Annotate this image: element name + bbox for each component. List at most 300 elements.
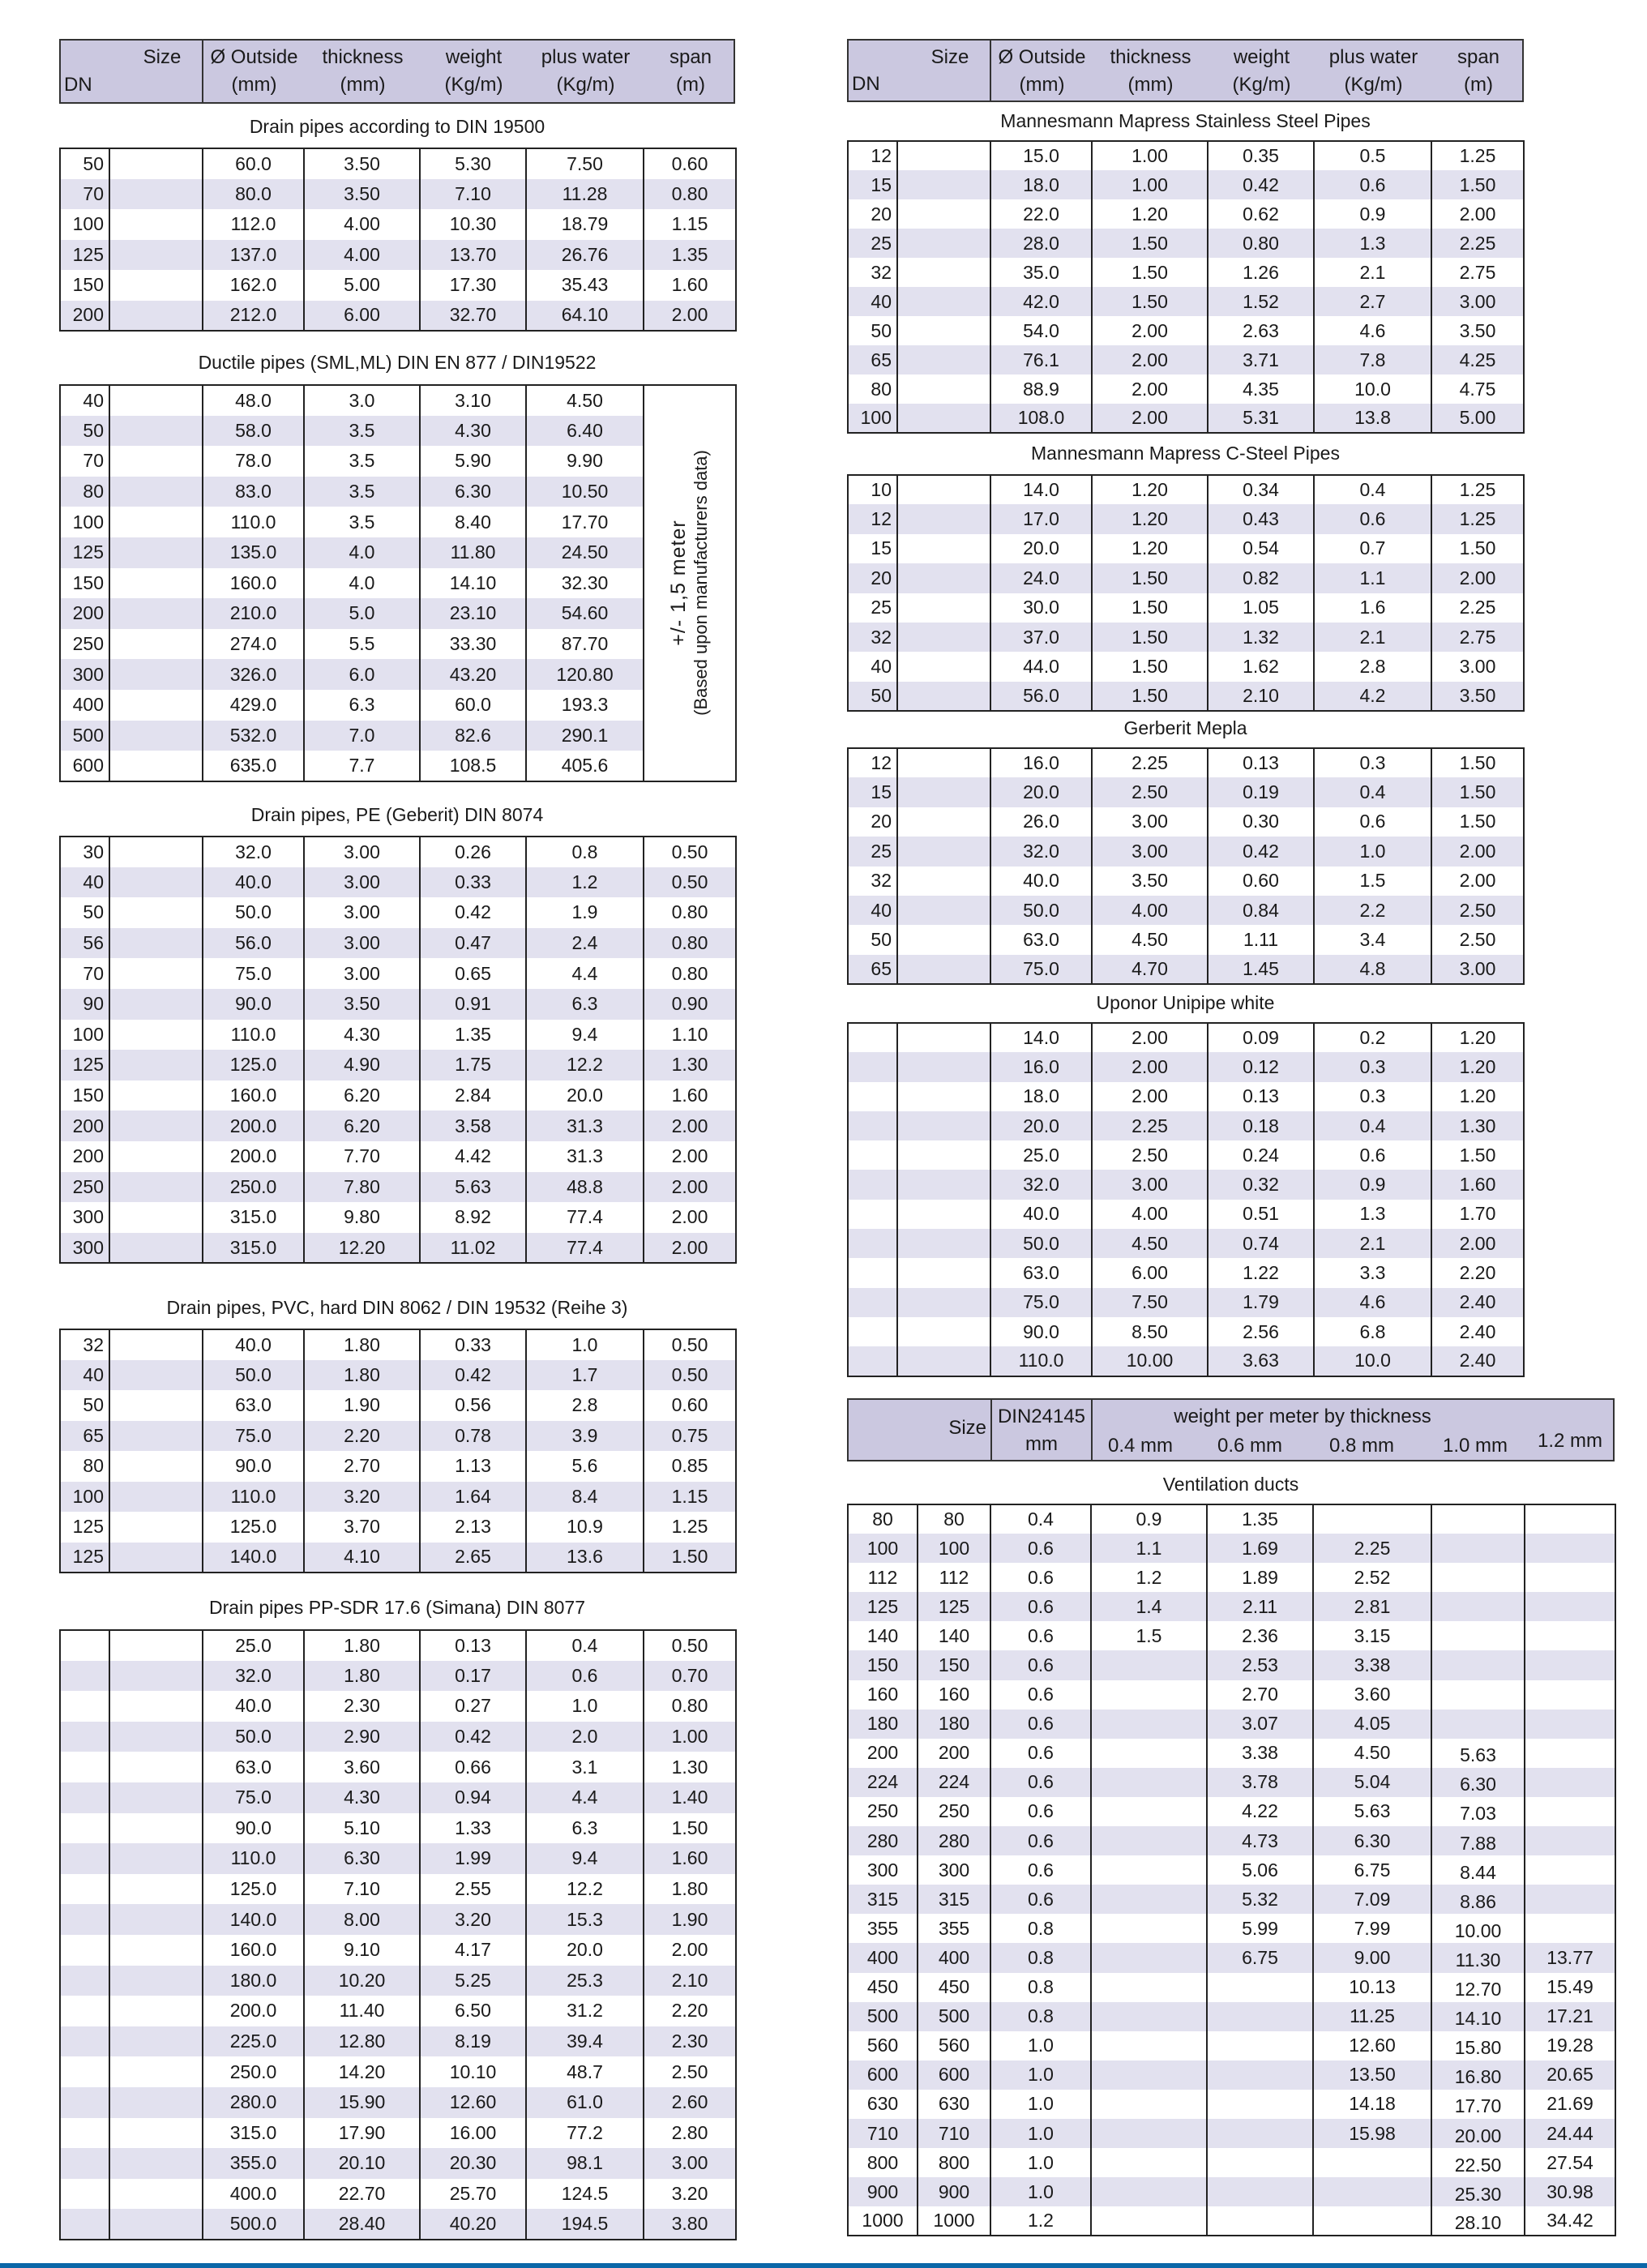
cell-w-1-2 <box>1525 1563 1615 1592</box>
cell-w-1-0 <box>1431 1534 1525 1563</box>
table-row <box>60 1752 736 1782</box>
cell-size: 355 <box>918 1914 990 1943</box>
cell-plus-water: 20.0 <box>526 1935 644 1966</box>
cell-plus-water: 1.0 <box>1314 837 1431 866</box>
cell-din24145: 0.6 <box>990 1592 1091 1621</box>
cell-plus-water: 0.6 <box>1314 1140 1431 1170</box>
cell-w-1-2 <box>1525 1534 1615 1563</box>
cell-size <box>109 209 203 240</box>
table-row <box>848 1346 1524 1376</box>
cell-outside: 16.0 <box>990 1052 1092 1081</box>
header-plus-water: plus water (Kg/m) <box>1328 46 1418 96</box>
cell-weight: 0.34 <box>1208 475 1314 504</box>
cell-outside: 90.0 <box>203 1451 304 1482</box>
cell-plus-water: 17.70 <box>526 507 644 537</box>
cell-w-1-0: 22.50 <box>1431 2148 1525 2177</box>
cell-weight: 6.30 <box>420 477 526 507</box>
cell-thickness: 3.50 <box>304 989 420 1020</box>
cell-size <box>897 1082 990 1111</box>
cell-w-0-8: 6.30 <box>1313 1826 1431 1855</box>
cell-dn: 200 <box>60 1141 109 1172</box>
cell-size <box>109 1360 203 1391</box>
cell-thickness: 3.5 <box>304 477 420 507</box>
cell-size <box>897 1258 990 1287</box>
cell-thickness: 3.00 <box>1092 807 1208 837</box>
cell-w-0-8 <box>1313 2206 1431 2236</box>
cell-dn: 32 <box>848 258 897 287</box>
cell-plus-water: 20.0 <box>526 1081 644 1111</box>
cell-outside: 125.0 <box>203 1512 304 1543</box>
cell-dn: 80 <box>60 1451 109 1482</box>
cell-w-1-2: 20.65 <box>1525 2060 1615 2090</box>
cell-size <box>897 1229 990 1258</box>
cell-size <box>109 1329 203 1360</box>
pipe-table <box>847 747 1525 985</box>
cell-weight: 0.13 <box>1208 1082 1314 1111</box>
cell-plus-water: 0.4 <box>1314 475 1431 504</box>
cell-thickness: 4.70 <box>1092 955 1208 984</box>
cell-outside: 54.0 <box>990 316 1092 345</box>
cell-plus-water: 2.1 <box>1314 258 1431 287</box>
table-row <box>60 209 736 240</box>
table-row <box>848 1592 1615 1621</box>
cell-dn: 12 <box>848 141 897 170</box>
header-outside: Ø Outside (mm) <box>210 46 298 96</box>
cell-w-0-6: 6.75 <box>1207 1943 1313 1972</box>
cell-din24145: 1.0 <box>990 2177 1091 2206</box>
cell-size <box>109 1172 203 1203</box>
cell-w-0-8 <box>1313 2177 1431 2206</box>
cell-plus-water: 61.0 <box>526 2087 644 2118</box>
cell-outside: 110.0 <box>203 1482 304 1513</box>
cell-size: 1000 <box>918 2206 990 2236</box>
cell-plus-water: 24.50 <box>526 537 644 568</box>
cell-size: 150 <box>918 1650 990 1680</box>
span-note-value: +/- 1,5 meter <box>667 520 690 647</box>
table-row <box>60 1172 736 1203</box>
cell-span: 1.15 <box>644 209 736 240</box>
cell-weight: 2.63 <box>1208 316 1314 345</box>
cell-outside: 78.0 <box>203 446 304 477</box>
cell-span: 1.50 <box>1431 1140 1524 1170</box>
cell-size <box>897 652 990 681</box>
cell-span: 1.60 <box>1431 1170 1524 1199</box>
cell-size <box>109 1996 203 2026</box>
cell-dn: 50 <box>848 925 897 954</box>
cell-size <box>897 475 990 504</box>
cell-plus-water: 6.3 <box>526 1813 644 1844</box>
cell-dn <box>848 1317 897 1346</box>
cell-plus-water: 25.3 <box>526 1966 644 1996</box>
table-row <box>848 404 1524 433</box>
cell-weight: 0.17 <box>420 1661 526 1692</box>
cell-weight: 0.65 <box>420 958 526 989</box>
cell-thickness: 1.20 <box>1092 475 1208 504</box>
cell-dn: 80 <box>848 374 897 404</box>
cell-weight: 3.58 <box>420 1110 526 1141</box>
cell-dn <box>60 1935 109 1966</box>
cell-size <box>109 1141 203 1172</box>
cell-dn <box>60 1661 109 1692</box>
cell-outside: 90.0 <box>990 1317 1092 1346</box>
section-title: Drain pipes, PVC, hard DIN 8062 / DIN 19532 (Reihe 3) <box>166 1297 628 1318</box>
table-row <box>60 1110 736 1141</box>
cell-weight: 0.42 <box>420 1360 526 1391</box>
cell-w-0-6: 4.22 <box>1207 1797 1313 1826</box>
cell-weight: 0.12 <box>1208 1052 1314 1081</box>
cell-span: 1.50 <box>1431 534 1524 563</box>
cell-size <box>109 837 203 867</box>
cell-w-1-2: 27.54 <box>1525 2148 1615 2177</box>
cell-w-1-0 <box>1431 1621 1525 1650</box>
cell-weight: 2.56 <box>1208 1317 1314 1346</box>
cell-size <box>897 316 990 345</box>
cell-w-0-4: 1.2 <box>1091 1563 1207 1592</box>
table-row <box>60 2087 736 2118</box>
cell-outside: 280.0 <box>203 2087 304 2118</box>
cell-weight: 4.30 <box>420 416 526 447</box>
cell-span: 2.00 <box>644 1141 736 1172</box>
cell-thickness: 6.00 <box>304 301 420 332</box>
cell-plus-water: 9.4 <box>526 1020 644 1051</box>
cell-dn: 300 <box>60 659 109 690</box>
cell-span: 3.50 <box>1431 682 1524 711</box>
cell-w-0-4 <box>1091 2206 1207 2236</box>
cell-thickness: 1.80 <box>304 1630 420 1661</box>
cell-span: 1.50 <box>1431 807 1524 837</box>
cell-plus-water: 12.2 <box>526 1874 644 1905</box>
cell-w-0-8: 5.04 <box>1313 1768 1431 1797</box>
cell-plus-water: 0.4 <box>1314 777 1431 807</box>
cell-plus-water: 2.0 <box>526 1722 644 1752</box>
cell-weight: 12.60 <box>420 2087 526 2118</box>
cell-size <box>109 1630 203 1661</box>
cell-dn: 50 <box>60 416 109 447</box>
cell-span: 2.00 <box>644 1202 736 1233</box>
cell-w-0-8: 13.50 <box>1313 2060 1431 2090</box>
cell-w-1-2 <box>1525 1797 1615 1826</box>
cell-weight: 5.63 <box>420 1172 526 1203</box>
cell-w-0-6: 2.70 <box>1207 1680 1313 1710</box>
cell-dn: 30 <box>60 837 109 867</box>
cell-thickness: 3.70 <box>304 1512 420 1543</box>
cell-plus-water: 4.2 <box>1314 682 1431 711</box>
cell-w-1-0: 16.80 <box>1431 2060 1525 2090</box>
cell-size <box>897 777 990 807</box>
cell-outside: 225.0 <box>203 2026 304 2057</box>
cell-outside: 60.0 <box>203 148 304 179</box>
cell-dn: 100 <box>848 1534 918 1563</box>
cell-thickness: 2.20 <box>304 1421 420 1452</box>
cell-thickness: 4.50 <box>1092 1229 1208 1258</box>
cell-dn: 150 <box>60 568 109 599</box>
cell-span: 1.30 <box>644 1050 736 1081</box>
cell-outside: 75.0 <box>203 1421 304 1452</box>
cell-w-0-6: 1.89 <box>1207 1563 1313 1592</box>
cell-weight: 8.40 <box>420 507 526 537</box>
header-span: span (m) <box>669 46 712 96</box>
cell-dn: 65 <box>60 1421 109 1452</box>
cell-outside: 26.0 <box>990 807 1092 837</box>
cell-thickness: 5.10 <box>304 1813 420 1844</box>
cell-weight: 0.66 <box>420 1752 526 1782</box>
cell-weight: 1.52 <box>1208 287 1314 316</box>
cell-span: 4.25 <box>1431 345 1524 374</box>
ventilation-table <box>847 1504 1616 2236</box>
cell-plus-water: 2.8 <box>1314 652 1431 681</box>
cell-dn <box>60 2148 109 2179</box>
cell-size <box>897 1317 990 1346</box>
cell-weight: 2.55 <box>420 1874 526 1905</box>
cell-weight: 1.32 <box>1208 623 1314 652</box>
cell-weight: 1.22 <box>1208 1258 1314 1287</box>
cell-size <box>897 534 990 563</box>
cell-span: 1.00 <box>644 1722 736 1752</box>
cell-span: 1.80 <box>644 1874 736 1905</box>
cell-span: 1.70 <box>1431 1200 1524 1229</box>
cell-size <box>109 1390 203 1421</box>
cell-w-1-0: 8.86 <box>1431 1885 1525 1914</box>
span-note <box>667 450 712 716</box>
cell-weight: 0.56 <box>420 1390 526 1421</box>
cell-weight: 1.75 <box>420 1050 526 1081</box>
cell-weight: 1.64 <box>420 1482 526 1513</box>
table-row <box>848 1973 1615 2002</box>
cell-weight: 4.35 <box>1208 374 1314 404</box>
table-row <box>60 690 736 721</box>
cell-size <box>109 2148 203 2179</box>
cell-span: 3.80 <box>644 2209 736 2240</box>
cell-size <box>109 537 203 568</box>
table-row <box>60 1233 736 1264</box>
table-row <box>60 1722 736 1752</box>
cell-w-0-4 <box>1091 1680 1207 1710</box>
cell-w-1-0: 7.88 <box>1431 1826 1525 1855</box>
cell-thickness: 3.20 <box>304 1482 420 1513</box>
cell-thickness: 2.00 <box>1092 316 1208 345</box>
table-row <box>848 2060 1615 2090</box>
cell-size <box>109 1451 203 1482</box>
cell-weight: 0.80 <box>1208 229 1314 258</box>
table-row <box>60 477 736 507</box>
cell-weight: 0.51 <box>1208 1200 1314 1229</box>
table-row <box>848 1504 1615 1534</box>
cell-w-0-4 <box>1091 2177 1207 2206</box>
cell-dn: 70 <box>60 958 109 989</box>
cell-dn: 560 <box>848 2031 918 2060</box>
cell-w-1-2: 30.98 <box>1525 2177 1615 2206</box>
cell-outside: 14.0 <box>990 1023 1092 1052</box>
cell-dn: 32 <box>848 623 897 652</box>
cell-size <box>109 1661 203 1692</box>
table-row <box>60 446 736 477</box>
cell-size: 80 <box>918 1504 990 1534</box>
cell-plus-water: 0.6 <box>1314 170 1431 199</box>
section-title: Ventilation ducts <box>1162 1474 1299 1495</box>
cell-din24145: 0.6 <box>990 1768 1091 1797</box>
cell-thickness: 3.0 <box>304 385 420 416</box>
cell-dn: 20 <box>848 563 897 593</box>
cell-thickness: 1.80 <box>304 1661 420 1692</box>
cell-dn: 12 <box>848 748 897 777</box>
cell-plus-water: 2.2 <box>1314 896 1431 925</box>
table-row <box>60 2179 736 2210</box>
cell-size <box>109 751 203 781</box>
table-row <box>848 1650 1615 1680</box>
cell-w-0-8: 4.50 <box>1313 1739 1431 1768</box>
cell-dn: 125 <box>60 240 109 271</box>
cell-dn <box>60 2026 109 2057</box>
cell-plus-water: 48.7 <box>526 2056 644 2087</box>
span-note-source: (Based upon manufacturers data) <box>691 450 711 717</box>
pipe-table <box>59 836 737 1264</box>
cell-dn <box>60 1904 109 1935</box>
cell-dn: 315 <box>848 1885 918 1914</box>
table-row <box>60 1329 736 1360</box>
cell-outside: 20.0 <box>990 777 1092 807</box>
cell-span: 3.00 <box>1431 652 1524 681</box>
table-row <box>60 568 736 599</box>
cell-thickness: 1.90 <box>304 1390 420 1421</box>
cell-weight: 0.24 <box>1208 1140 1314 1170</box>
table-row <box>60 1935 736 1966</box>
cell-size <box>897 682 990 711</box>
cell-thickness: 7.10 <box>304 1874 420 1905</box>
cell-outside: 42.0 <box>990 287 1092 316</box>
cell-span: 0.80 <box>644 897 736 928</box>
cell-w-0-8: 2.25 <box>1313 1534 1431 1563</box>
cell-weight: 0.13 <box>420 1630 526 1661</box>
cell-size <box>897 1052 990 1081</box>
table-row <box>848 1140 1524 1170</box>
cell-plus-water: 13.6 <box>526 1543 644 1573</box>
cell-w-0-8: 5.63 <box>1313 1797 1431 1826</box>
cell-span: 1.10 <box>644 1020 736 1051</box>
cell-span: 1.30 <box>644 1752 736 1782</box>
cell-size <box>109 2056 203 2087</box>
cell-thickness: 2.30 <box>304 1691 420 1722</box>
cell-dn: 150 <box>60 270 109 301</box>
cell-plus-water: 18.79 <box>526 209 644 240</box>
table-row <box>848 1317 1524 1346</box>
cell-dn: 400 <box>60 690 109 721</box>
cell-span: 2.75 <box>1431 623 1524 652</box>
cell-outside: 28.0 <box>990 229 1092 258</box>
cell-plus-water: 31.2 <box>526 1996 644 2026</box>
table-row <box>60 897 736 928</box>
cell-size <box>109 1722 203 1752</box>
cell-dn <box>848 1052 897 1081</box>
cell-size <box>897 748 990 777</box>
cell-dn: 150 <box>60 1081 109 1111</box>
cell-dn: 400 <box>848 1943 918 1972</box>
cell-w-0-6: 3.78 <box>1207 1768 1313 1797</box>
cell-outside: 200.0 <box>203 1110 304 1141</box>
cell-w-0-6 <box>1207 2206 1313 2236</box>
cell-plus-water: 290.1 <box>526 721 644 751</box>
cell-span: 1.25 <box>1431 504 1524 533</box>
table-row <box>60 416 736 447</box>
cell-w-0-6: 3.07 <box>1207 1710 1313 1739</box>
table-row <box>848 955 1524 984</box>
cell-span: 1.50 <box>1431 748 1524 777</box>
cell-size <box>897 1140 990 1170</box>
cell-w-1-0: 6.30 <box>1431 1768 1525 1797</box>
cell-dn: 140 <box>848 1621 918 1650</box>
cell-plus-water: 13.8 <box>1314 404 1431 433</box>
table-row <box>60 2026 736 2057</box>
cell-plus-water: 87.70 <box>526 629 644 660</box>
table-row <box>848 1082 1524 1111</box>
cell-plus-water: 3.4 <box>1314 925 1431 954</box>
cell-dn: 15 <box>848 777 897 807</box>
cell-w-0-4 <box>1091 1914 1207 1943</box>
cell-size <box>897 807 990 837</box>
cell-thickness: 8.00 <box>304 1904 420 1935</box>
header-thickness-1-0: 1.0 mm <box>1442 1435 1508 1457</box>
cell-size <box>109 928 203 959</box>
cell-thickness: 4.00 <box>304 240 420 271</box>
cell-outside: 400.0 <box>203 2179 304 2210</box>
cell-w-0-4: 0.9 <box>1091 1504 1207 1534</box>
cell-plus-water: 2.1 <box>1314 623 1431 652</box>
cell-size <box>109 1482 203 1513</box>
section-title: Ductile pipes (SML,ML) DIN EN 877 / DIN19522 <box>198 352 597 373</box>
cell-outside: 14.0 <box>990 475 1092 504</box>
cell-din24145: 0.6 <box>990 1885 1091 1914</box>
cell-weight: 1.62 <box>1208 652 1314 681</box>
cell-outside: 76.1 <box>990 345 1092 374</box>
cell-outside: 162.0 <box>203 270 304 301</box>
cell-weight: 25.70 <box>420 2179 526 2210</box>
cell-size <box>109 629 203 660</box>
cell-outside: 315.0 <box>203 1202 304 1233</box>
table-row <box>848 2002 1615 2031</box>
cell-plus-water: 0.5 <box>1314 141 1431 170</box>
cell-span: 1.50 <box>1431 777 1524 807</box>
cell-dn: 450 <box>848 1973 918 2002</box>
cell-plus-water: 4.6 <box>1314 316 1431 345</box>
cell-w-0-6 <box>1207 2119 1313 2148</box>
cell-din24145: 1.0 <box>990 2060 1091 2090</box>
cell-w-0-4 <box>1091 1797 1207 1826</box>
cell-w-0-4: 1.4 <box>1091 1592 1207 1621</box>
cell-w-1-0: 7.03 <box>1431 1797 1525 1826</box>
cell-size <box>109 385 203 416</box>
cell-dn: 125 <box>60 537 109 568</box>
cell-w-1-2 <box>1525 1739 1615 1768</box>
cell-weight: 14.10 <box>420 568 526 599</box>
cell-thickness: 7.70 <box>304 1141 420 1172</box>
cell-span: 0.80 <box>644 1691 736 1722</box>
cell-outside: 180.0 <box>203 1966 304 1996</box>
cell-size <box>897 1200 990 1229</box>
cell-din24145: 0.6 <box>990 1826 1091 1855</box>
table-row <box>848 2177 1615 2206</box>
cell-thickness: 1.50 <box>1092 229 1208 258</box>
cell-thickness: 3.00 <box>304 928 420 959</box>
cell-span: 0.50 <box>644 837 736 867</box>
cell-thickness: 2.00 <box>1092 1023 1208 1052</box>
table-row <box>60 751 736 781</box>
cell-plus-water: 1.2 <box>526 867 644 898</box>
cell-dn: 710 <box>848 2119 918 2148</box>
cell-size <box>897 287 990 316</box>
section-title: Drain pipes, PE (Geberit) DIN 8074 <box>250 804 544 825</box>
cell-thickness: 2.25 <box>1092 1111 1208 1140</box>
cell-size <box>109 416 203 447</box>
cell-w-1-2 <box>1525 1592 1615 1621</box>
